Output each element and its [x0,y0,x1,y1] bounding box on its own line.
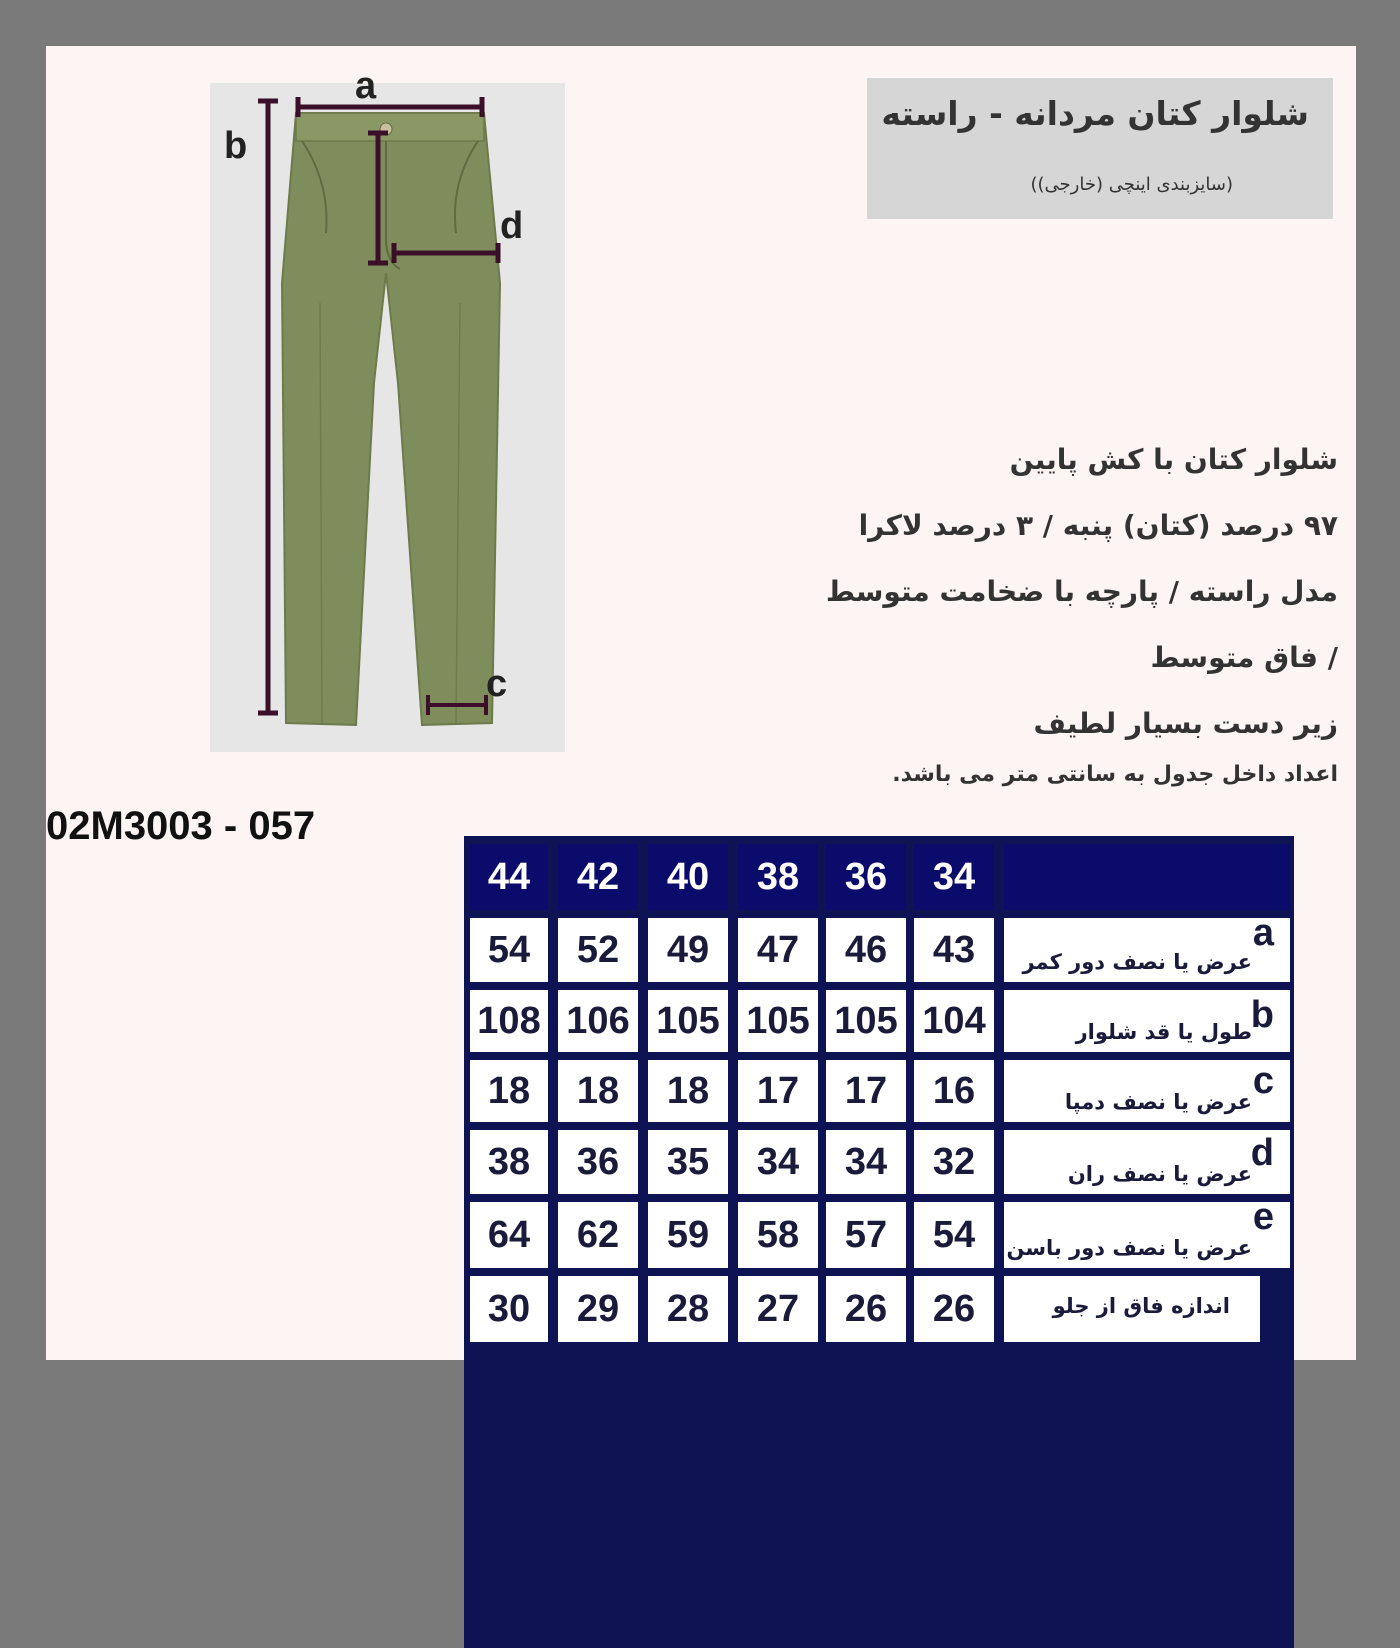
table-cell: 64 [470,1202,548,1268]
table-cell: 18 [558,1060,638,1122]
table-cell: 105 [826,990,906,1052]
table-cell: 108 [470,990,548,1052]
table-cell: 32 [914,1130,994,1194]
description-line: ۹۷ درصد (کتان) پنبه / ۳ درصد لاکرا [858,509,1338,542]
product-code: 02M3003 - 057 [46,804,316,848]
table-cell: 28 [648,1276,728,1342]
table-cell: 16 [914,1060,994,1122]
table-cell: 26 [914,1276,994,1342]
table-cell: 106 [558,990,638,1052]
row-label-text: عرض یا نصف دور کمر [1022,950,1252,974]
dimension-label-d: d [500,205,524,247]
size-chart-sheet [46,46,1356,1360]
size-header: 40 [648,844,728,910]
pants-figure [210,65,565,752]
product-title: شلوار کتان مردانه - راسته [881,94,1309,133]
row-label-text: عرض یا نصف ران [1067,1162,1252,1186]
size-header: 36 [826,844,906,910]
row-label-text: طول یا قد شلوار [1075,1020,1252,1044]
table-cell: 18 [648,1060,728,1122]
table-cell: 57 [826,1202,906,1268]
size-header: 42 [558,844,638,910]
table-cell: 30 [470,1276,548,1342]
description-line: زیر دست بسیار لطیف [1033,707,1338,740]
table-cell: 62 [558,1202,638,1268]
dimension-label-b: b [224,125,248,167]
table-cell: 18 [470,1060,548,1122]
row-letter: d [1250,1132,1274,1174]
table-cell: 58 [738,1202,818,1268]
row-letter: b [1250,994,1274,1036]
size-header: 44 [470,844,548,910]
description-line: مدل راسته / پارچه با ضخامت متوسط [825,575,1338,608]
table-cell: 35 [648,1130,728,1194]
size-header-corner [1004,844,1290,910]
table-cell: 52 [558,918,638,982]
size-table [464,836,1294,1648]
table-cell: 43 [914,918,994,982]
product-description [718,434,1338,787]
table-cell: 105 [738,990,818,1052]
table-cell: 105 [648,990,728,1052]
row-label-e [1004,1196,1290,1268]
table-cell: 29 [558,1276,638,1342]
table-cell: 54 [470,918,548,982]
table-cell: 54 [914,1202,994,1268]
row-label-b [1004,990,1290,1052]
table-cell: 36 [558,1130,638,1194]
pants-illustration [210,83,565,752]
description-line: شلوار کتان با کش پایین [1009,443,1338,476]
table-cell: 27 [738,1276,818,1342]
table-cell: 34 [826,1130,906,1194]
table-cell: 104 [914,990,994,1052]
row-letter: c [1252,1060,1274,1102]
table-cell: 17 [826,1060,906,1122]
row-label-a [1004,912,1290,982]
description-line: / فاق متوسط [1150,641,1338,674]
dimension-label-a: a [355,65,377,107]
row-letter: e [1252,1196,1274,1238]
table-cell: 26 [826,1276,906,1342]
row-label-text: عرض یا نصف دمپا [1064,1090,1252,1114]
row-label-text: عرض یا نصف دور باسن [1006,1236,1252,1260]
row-letter: a [1252,912,1274,954]
row-label-rise [1004,1276,1260,1342]
table-cell: 34 [738,1130,818,1194]
table-cell: 38 [470,1130,548,1194]
measure-b-line [258,101,278,713]
row-label-text: اندازه فاق از جلو [1052,1294,1230,1318]
row-label-c [1004,1060,1290,1122]
units-note: اعداد داخل جدول به سانتی متر می باشد. [892,762,1338,787]
table-cell: 49 [648,918,728,982]
product-subtitle: (سایزبندی اینچی (خارجی)) [1030,174,1233,195]
title-box [867,78,1333,219]
row-label-d [1004,1130,1290,1194]
table-cell: 46 [826,918,906,982]
table-cell: 47 [738,918,818,982]
pants-shape [282,113,500,725]
size-header: 34 [914,844,994,910]
table-cell: 59 [648,1202,728,1268]
size-header: 38 [738,844,818,910]
table-cell: 17 [738,1060,818,1122]
dimension-label-c: c [486,663,508,705]
